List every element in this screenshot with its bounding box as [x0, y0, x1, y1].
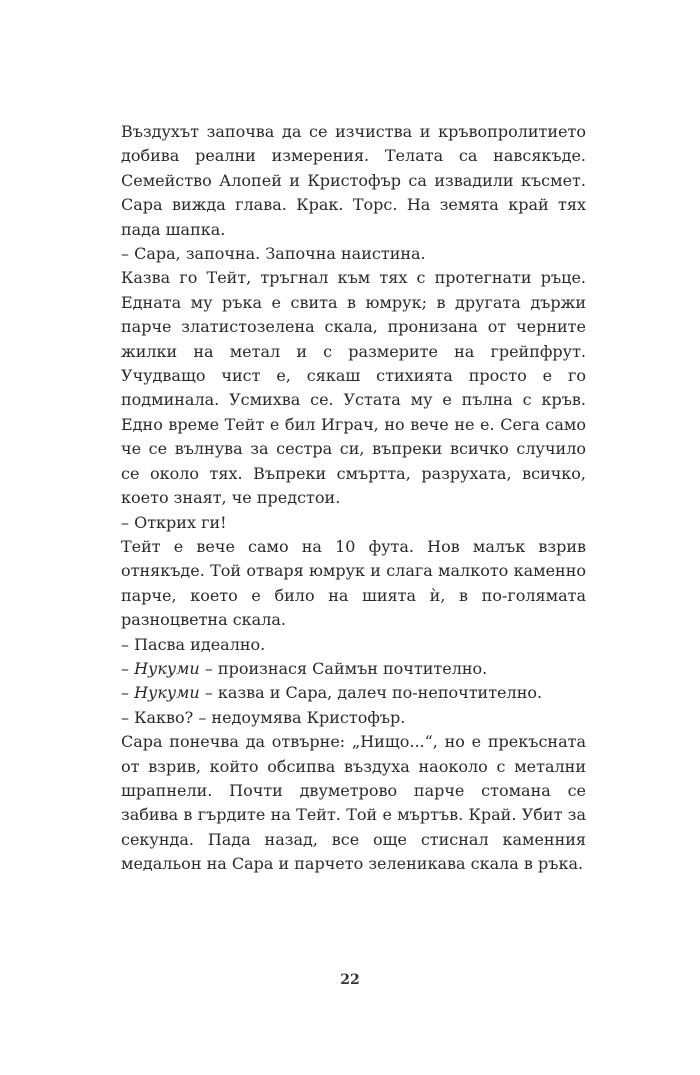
paragraph: – Открих ги!: [121, 512, 227, 532]
italic-word: Нукуми: [134, 683, 200, 703]
dialogue-dash: –: [121, 658, 135, 678]
paragraph: Казва го Тейт, тръгнал към тях с протегнати ръце. Едната му ръка е свита в юмрук; в другата държи парче златистозелена скала, пронизана от черните жилки на метал и с размерите на грейпфрут. Учудващо чист е, сякаш стихията просто е го подминала. Усмихва се. Устата му е пълна с кръв. Едно време Тейт е бил Играч, но вече не е. Сега само че се вълнува за сестра си, въпреки всичко случило се около тях. Въпреки смъртта, разрухата, всичко, което знаят, че предстои.: [121, 268, 586, 508]
dialogue-rest: – произнася Саймън почтително.: [199, 658, 488, 678]
body-text: [121, 120, 586, 877]
paragraph: [121, 657, 586, 681]
paragraph: Въздухът започва да се изчиства и кръвопролитието добива реални измерения. Телата са навсякъде. Семейство Алопей и Кристофър са извадили късмет. Сара вижда глава. Крак. Торс. На земята край тях пада шапка.: [121, 122, 586, 239]
page-number: 22: [340, 972, 360, 988]
dialogue-dash: –: [121, 683, 135, 703]
paragraph: Тейт е вече само на 10 фута. Нов малък взрив отнякъде. Той отваря юмрук и слага малкото каменно парче, което е било на шията ѝ, в по-голямата разноцветна скала.: [121, 536, 586, 630]
paragraph: – Пасва идеално.: [121, 634, 266, 654]
paragraph: – Сара, започна. Започна наистина.: [121, 244, 426, 264]
dialogue-rest: – казва и Сара, далеч по-непочтително.: [199, 683, 543, 703]
paragraph: [121, 681, 586, 705]
paragraph: – Какво? – недоумява Кристофър.: [121, 707, 406, 727]
italic-word: Нукуми: [134, 658, 200, 678]
paragraph: Сара понечва да отвърне: „Нищо...“, но е прекъсната от взрив, който обсипва въздуха наоколо с метални шрапнели. Почти двуметрово парче стомана се забива в гърдите на Тейт. Той е мъртъв. Край. Убит за секунда. Пада назад, все още стиснал каменния медальон на Сара и парчето зеленикава скала в ръка.: [121, 732, 586, 874]
